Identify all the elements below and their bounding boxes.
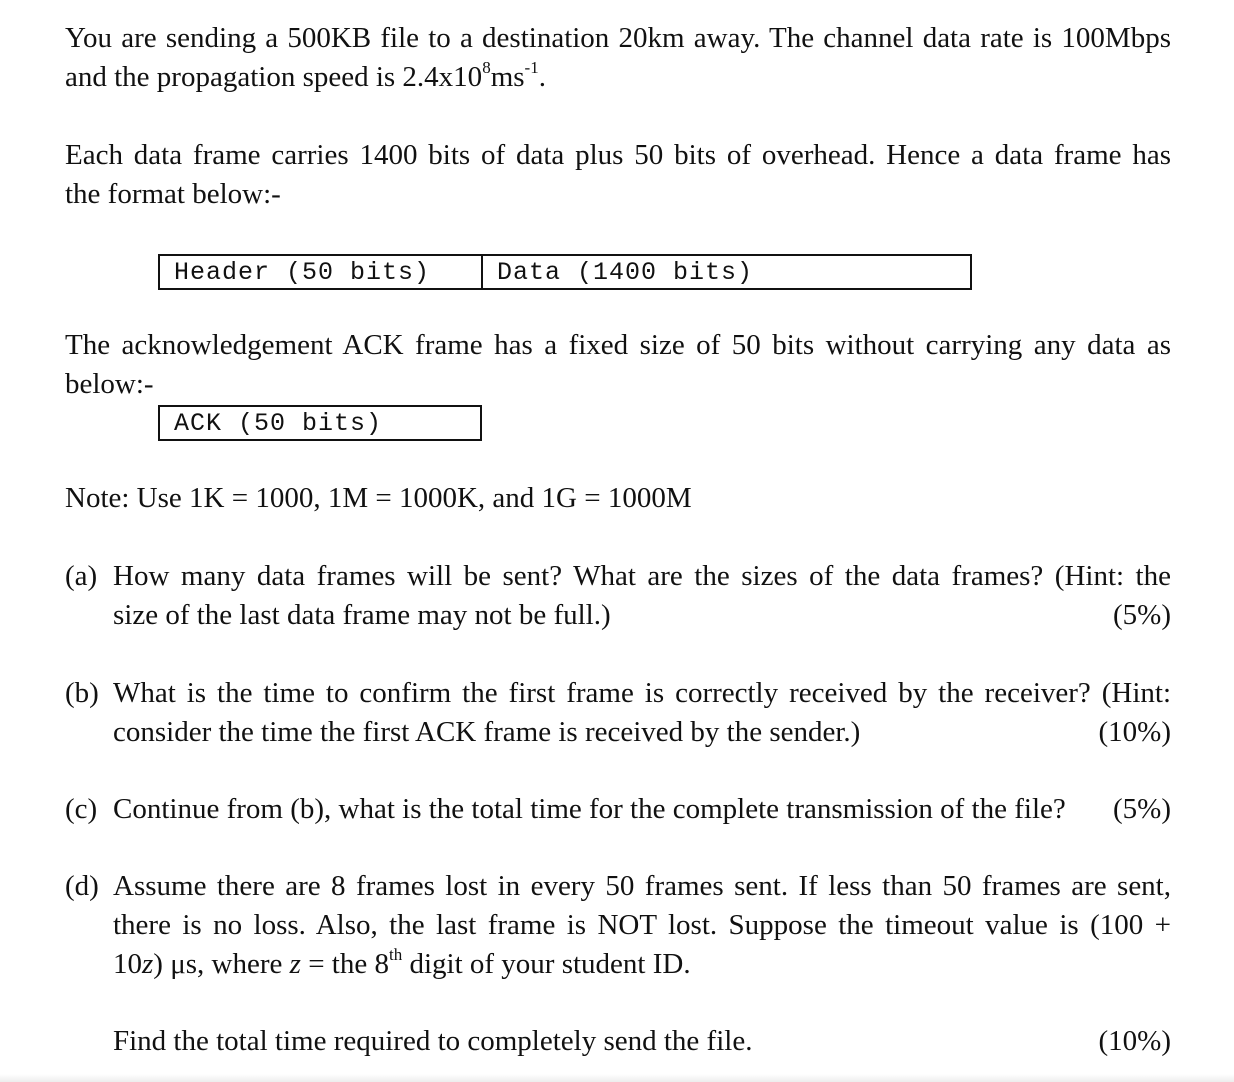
units-note xyxy=(65,479,1171,518)
question-c-line-1: Continue from (b), what is the total time for the complete transmission of the file? xyxy=(113,793,1066,825)
question-d-marks: (10%) xyxy=(1098,1025,1171,1057)
question-a-label: (a) xyxy=(65,560,98,592)
question-d-find-row xyxy=(113,1022,1171,1061)
ack-description xyxy=(65,326,1171,404)
question-b-marks: (10%) xyxy=(1098,716,1171,748)
question-d-line-1: Assume there are 8 frames lost in every 50 frames sent. If less than 50 frames are sent, xyxy=(113,870,1171,902)
ack-desc-line-2: below:- xyxy=(65,368,154,400)
intro-line-1: You are sending a 500KB file to a destination 20km away. The channel data rate is 100Mbps xyxy=(65,22,1171,54)
question-a-row-2 xyxy=(113,596,1171,635)
question-d-line-3: 10z) μs, where z = the 8th digit of your student ID. xyxy=(113,945,691,980)
question-d-label: (d) xyxy=(65,870,99,902)
data-frame-format-box xyxy=(158,254,972,290)
ack-cell: ACK (50 bits) xyxy=(174,408,383,438)
intro-line-2: and the propagation speed is $2.4x10^8ms^{-1}$. xyxy=(65,58,546,93)
intro-paragraph xyxy=(65,19,1171,97)
header-cell: Header (50 bits) xyxy=(160,256,483,288)
data-cell: Data (1400 bits) xyxy=(497,257,754,287)
question-b-line-2: consider the time the first ACK frame is received by the sender.) xyxy=(113,716,861,748)
frame-desc-line-1: Each data frame carries 1400 bits of data plus 50 bits of overhead. Hence a data frame has xyxy=(65,139,1171,171)
question-a-line-2: size of the last data frame may not be full.) xyxy=(113,599,611,631)
question-c-label: (c) xyxy=(65,793,98,825)
question-d-find-text: Find the total time required to completely send the file. xyxy=(113,1025,753,1057)
question-c-marks: (5%) xyxy=(1113,793,1171,825)
question-b-label: (b) xyxy=(65,677,99,709)
question-b-row-2 xyxy=(113,713,1171,752)
frame-desc-line-2: the format below:- xyxy=(65,178,281,210)
question-a-line-1: How many data frames will be sent? What are the sizes of the data frames? (Hint: the xyxy=(113,560,1171,592)
page-bottom-edge xyxy=(0,1074,1234,1082)
question-b-line-1: What is the time to confirm the first frame is correctly received by the receiver? (Hint: xyxy=(113,677,1171,709)
question-a-marks: (5%) xyxy=(1113,599,1171,631)
note-text: Note: Use 1K = 1000, 1M = 1000K, and 1G = 1000M xyxy=(65,482,692,514)
ack-desc-line-1: The acknowledgement ACK frame has a fixed size of 50 bits without carrying any data as xyxy=(65,329,1171,361)
question-d-line-2: there is no loss. Also, the last frame is NOT lost. Suppose the timeout value is (100 + xyxy=(113,909,1171,941)
question-c-row-1 xyxy=(113,790,1171,829)
frame-description xyxy=(65,136,1171,214)
ack-frame-box xyxy=(158,405,482,441)
